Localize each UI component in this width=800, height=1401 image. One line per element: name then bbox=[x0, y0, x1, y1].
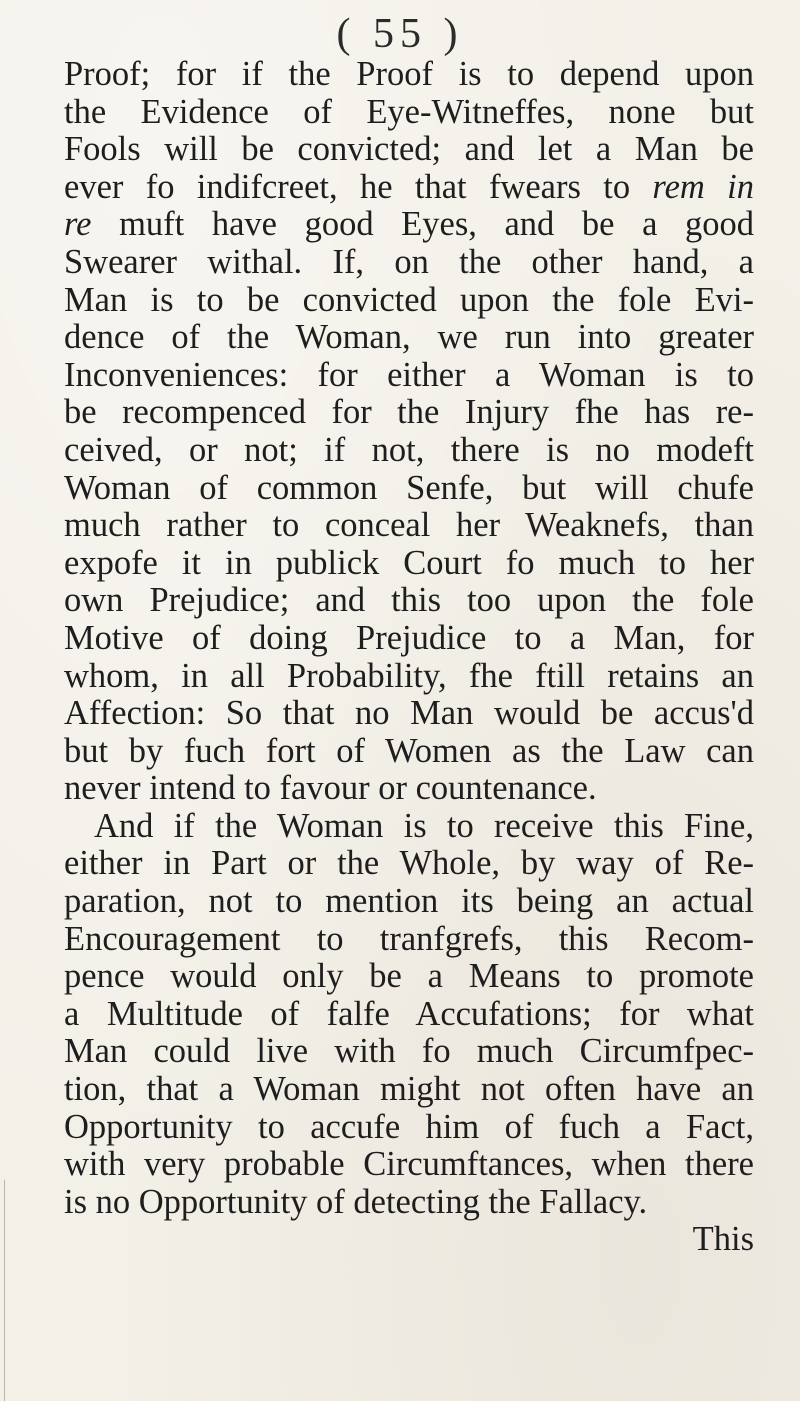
text-line: Affection: So that no Man would be accus'd bbox=[64, 694, 754, 733]
text-line: the Evidence of Eye-Witneffes, none but bbox=[64, 92, 754, 131]
text-line: paration, not to mention its being an actual bbox=[64, 882, 754, 921]
text-line: Woman of common Senfe, but will chufe bbox=[64, 468, 754, 507]
text-line: Fools will be convicted; and let a Man be bbox=[64, 130, 754, 169]
text-line: ever fo indifcreet, he that fwears to rem in bbox=[64, 167, 754, 206]
text-line: much rather to conceal her Weaknefs, than bbox=[64, 506, 754, 545]
text-line: Opportunity to accufe him of fuch a Fact, bbox=[64, 1107, 754, 1146]
text-line: re muft have good Eyes, and be a good bbox=[64, 205, 754, 244]
text-line-paragraph-end: never intend to favour or countenance. bbox=[64, 769, 597, 808]
page-body-text bbox=[64, 56, 754, 1259]
text-line: either in Part or the Whole, by way of Re- bbox=[64, 844, 754, 883]
text-line: Encouragement to tranfgrefs, this Recom- bbox=[64, 919, 754, 958]
text-line: Man is to be convicted upon the fole Evi- bbox=[64, 280, 754, 319]
text-line: but by fuch fort of Women as the Law can bbox=[64, 731, 754, 770]
latin-phrase: rem in bbox=[652, 167, 754, 206]
text-line: Swearer withal. If, on the other hand, a bbox=[64, 242, 754, 281]
text-line-paragraph-start: And if the Woman is to receive this Fine, bbox=[94, 806, 754, 845]
text-line: dence of the Woman, we run into greater bbox=[64, 318, 754, 357]
text-line: tion, that a Woman might not often have an bbox=[64, 1070, 754, 1109]
text-line: pence would only be a Means to promote bbox=[64, 957, 754, 996]
text-line: own Prejudice; and this too upon the fole bbox=[64, 581, 754, 620]
text-line: Motive of doing Prejudice to a Man, for bbox=[64, 618, 754, 657]
text-line: expofe it in publick Court fo much to her bbox=[64, 543, 754, 582]
text-line: Inconveniences: for either a Woman is to bbox=[64, 355, 754, 394]
text-line: Proof; for if the Proof is to depend upon bbox=[64, 55, 754, 93]
text-line: Man could live with fo much Circumfpec- bbox=[64, 1032, 754, 1071]
text-line: be recompenced for the Injury fhe has re- bbox=[64, 393, 754, 432]
latin-phrase: re bbox=[64, 205, 92, 244]
text-line: with very probable Circumftances, when there bbox=[64, 1145, 754, 1184]
text-line: is no Opportunity of detecting the Fallacy. bbox=[64, 1182, 648, 1221]
page-edge-line bbox=[4, 1180, 5, 1401]
catchword: This bbox=[692, 1220, 754, 1259]
page-number: ( 55 ) bbox=[336, 11, 464, 57]
text-line: ceived, or not; if not, there is no modeft bbox=[64, 430, 754, 469]
text-line: whom, in all Probability, fhe ftill retains an bbox=[64, 656, 754, 695]
text-line: a Multitude of falfe Accufations; for what bbox=[64, 994, 754, 1033]
